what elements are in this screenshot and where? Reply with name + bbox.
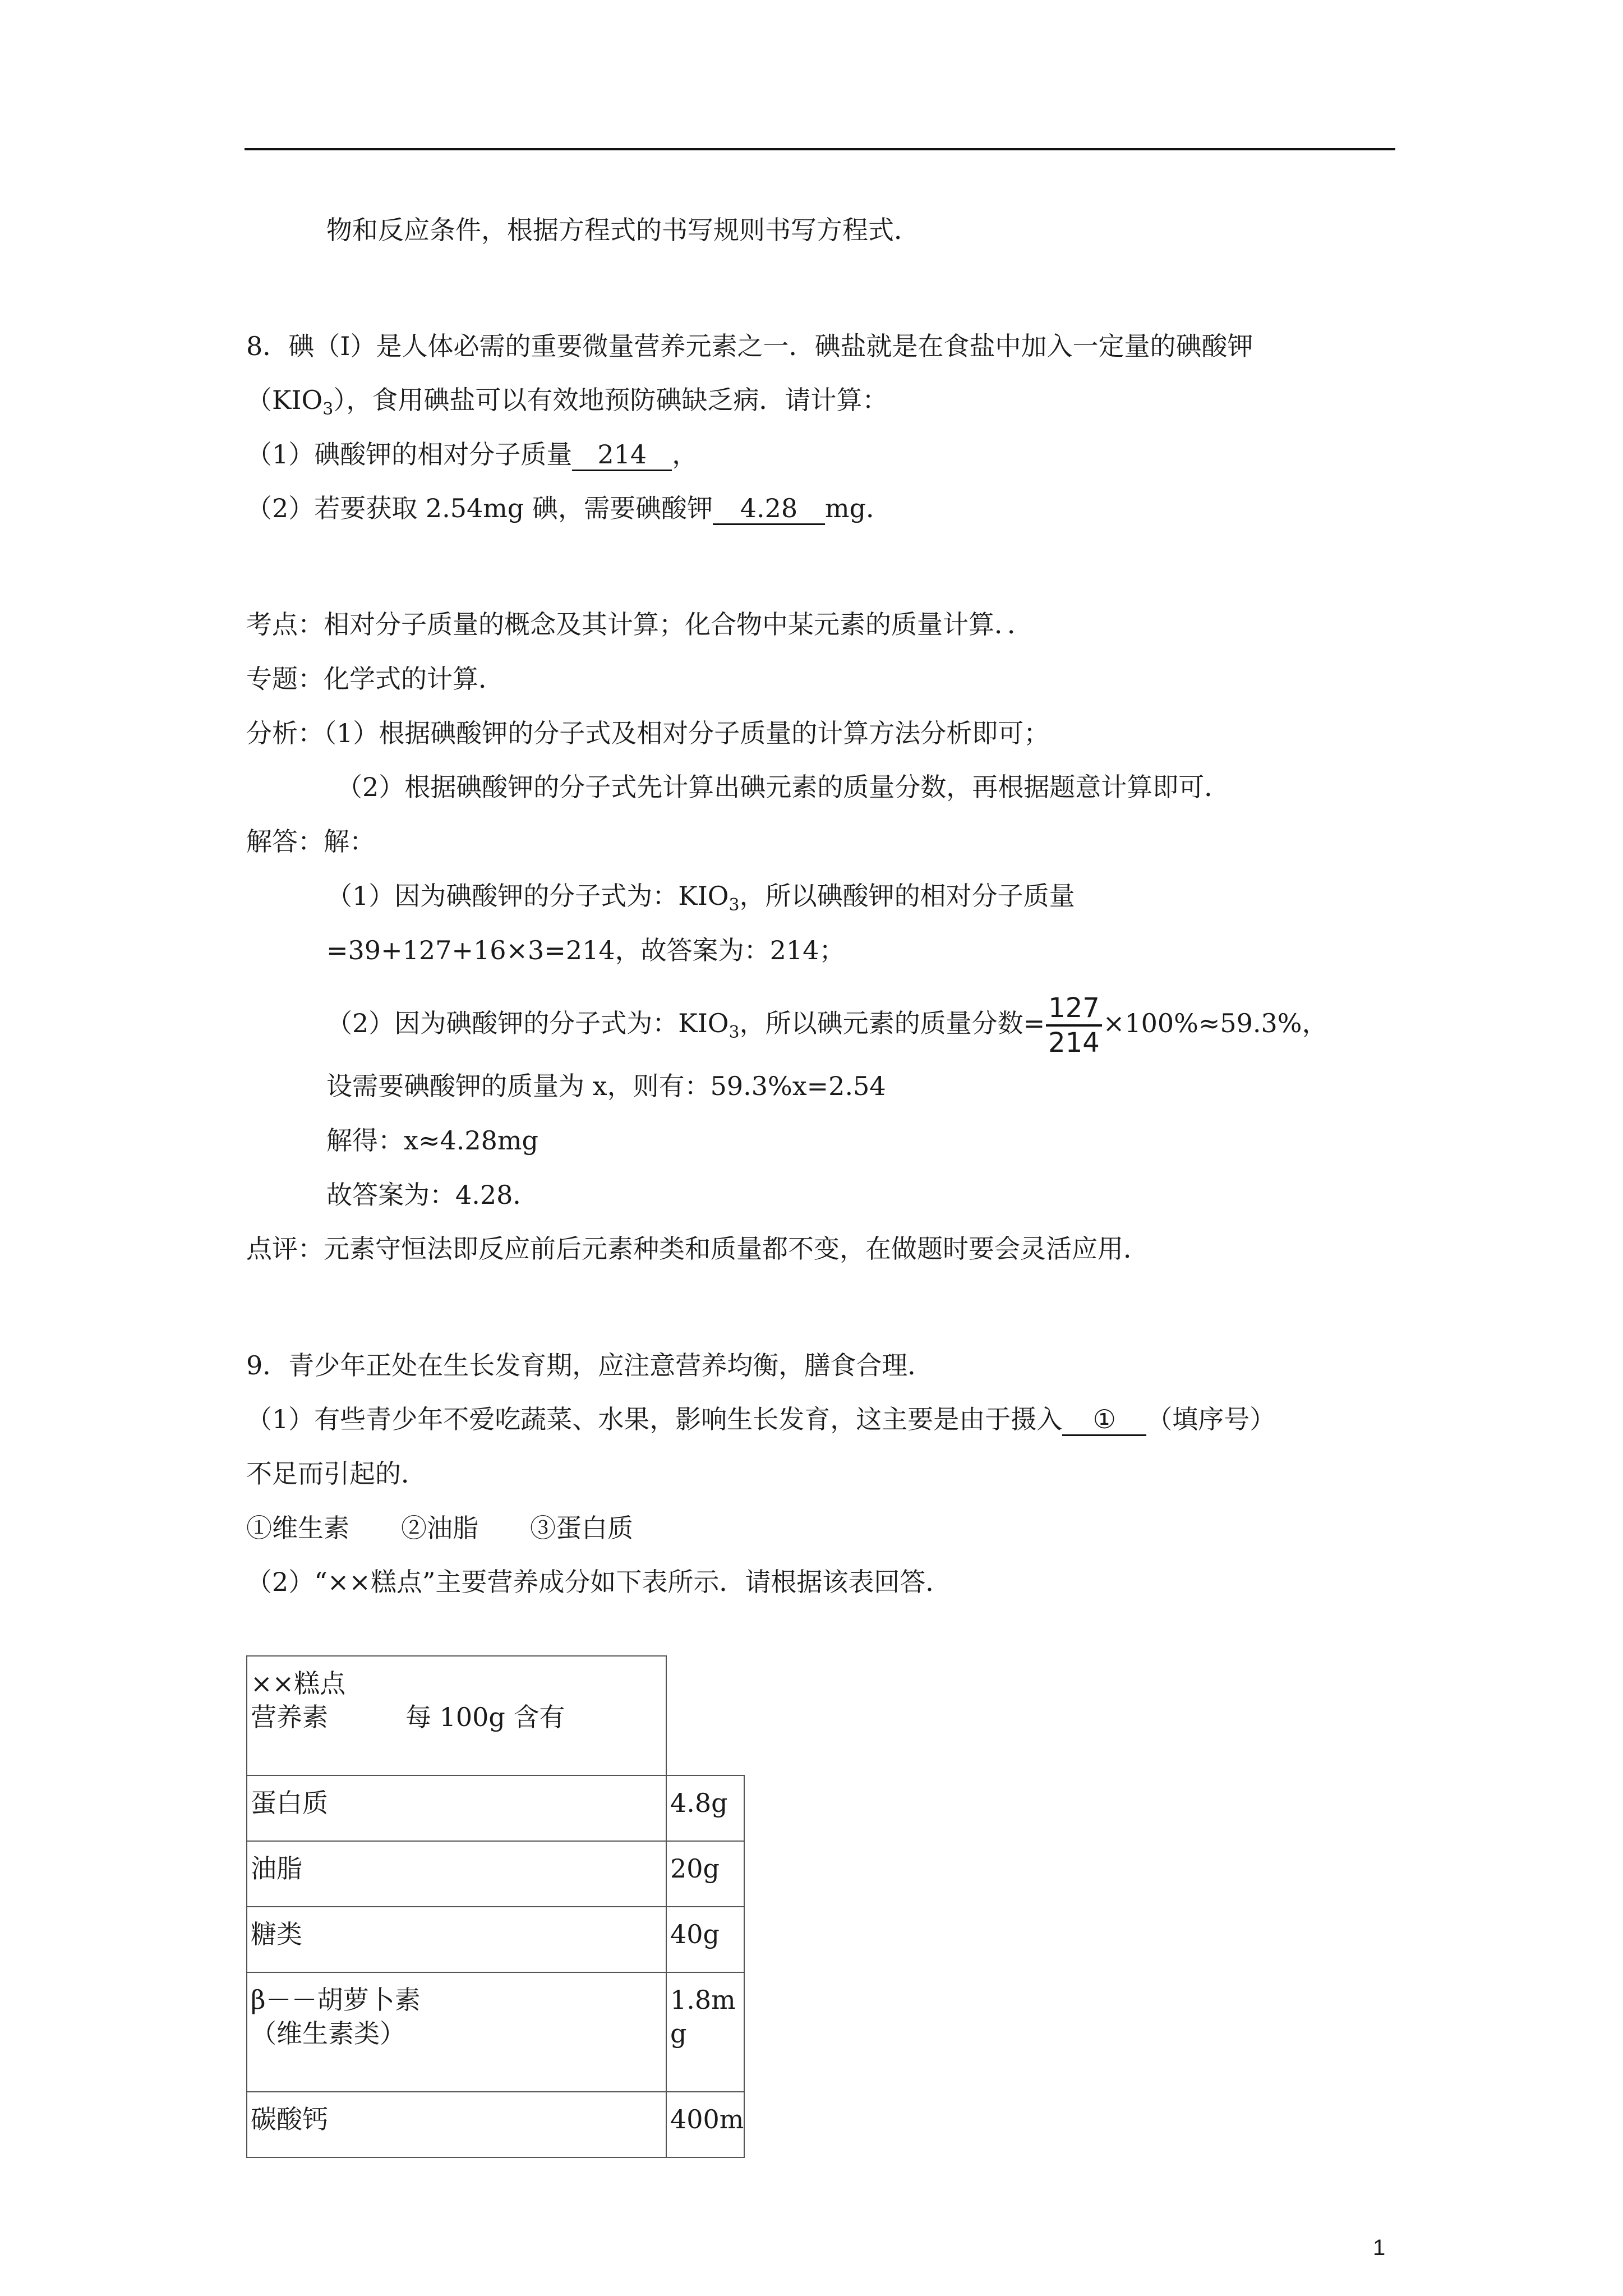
q8-fenxi-2: （2）根据碘酸钾的分子式先计算出碘元素的质量分数，再根据题意计算即可． (336, 772, 1230, 802)
fraction: $\frac{127}{214}$ (1046, 992, 1102, 1059)
continuation-line: 物和反应条件，根据方程式的书写规则书写方程式． (326, 215, 920, 245)
nutrient-name: 油脂 (247, 1841, 666, 1907)
table-row (247, 1775, 744, 1841)
q8-jieda: 解答：解： (246, 826, 375, 857)
q8-answer-2: 4.28 (713, 493, 825, 525)
table-header-cell: ××糕点 营养素 每 100g 含有 (247, 1656, 666, 1775)
q8-solution-4: 解得：x≈4.28mg (326, 1125, 538, 1156)
nutrient-name: 蛋白质 (247, 1775, 666, 1841)
header-rule (245, 148, 1395, 150)
nutrient-value: 40g (666, 1907, 744, 1972)
nutrient-value: 1.8m g (666, 1972, 744, 2092)
q8-stem-line-1: 8．碘（I）是人体必需的重要微量营养元素之一．碘盐就是在食盐中加入一定量的碘酸钾 (246, 331, 1253, 361)
q8-zhuanti: 专题：化学式的计算． (246, 664, 504, 694)
q8-stem-line-2: $(KIO_3)$，食用碘盐可以有效地预防碘缺乏病．请计算： (246, 385, 888, 419)
nutrient-value: 400m (666, 2092, 744, 2157)
q8-solution-5: 故答案为：4.28． (326, 1180, 539, 1210)
q9-part-1: （1）有些青少年不爱吃蔬菜、水果，影响生长发育，这主要是由于摄入 ① （填序号） (246, 1402, 1275, 1436)
table-row (247, 1907, 744, 1972)
nutrient-name: β－－胡萝卜素 （维生素类） (247, 1972, 666, 2092)
table-row (247, 1972, 744, 2092)
table-header-row (247, 1656, 744, 1775)
table-header-blank (666, 1656, 744, 1775)
table-row (247, 1841, 744, 1907)
q8-part-2: （2）若要获取 2.54mg 碘，需要碘酸钾 4.28 mg． (246, 491, 892, 525)
q8-dianping: 点评：元素守恒法即反应前后元素种类和质量都不变，在做题时要会灵活应用． (246, 1234, 1149, 1264)
q8-solution-3: 设需要碘酸钾的质量为 x，则有：59.3%x=2.54 (326, 1071, 886, 1101)
q8-part-1: （1）碘酸钾的相对分子质量 214 ， (246, 438, 698, 471)
nutrient-value: 4.8g (666, 1775, 744, 1841)
q8-kaodian: 考点：相对分子质量的概念及其计算；化合物中某元素的质量计算．． (246, 609, 1033, 639)
nutrient-name: 碳酸钙 (247, 2092, 666, 2157)
q8-fenxi-1: 分析：（1）根据碘酸钾的分子式及相对分子质量的计算方法分析即可； (246, 718, 1050, 748)
nutrient-name: 糖类 (247, 1907, 666, 1972)
q8-solution-1b: =39+127+16×3=214，故答案为：214； (326, 935, 845, 965)
q9-part-2: （2）“××糕点”主要营养成分如下表所示．请根据该表回答． (246, 1567, 952, 1597)
q8-solution-1: （1）因为碘酸钾的分子式为：$KIO_3$，所以碘酸钾的相对分子质量 (326, 881, 1075, 915)
q9-stem: 9．青少年正处在生长发育期，应注意营养均衡，膳食合理． (246, 1350, 934, 1381)
q9-part-1-cont: 不足而引起的． (246, 1458, 427, 1489)
q8-solution-2: （2）因为碘酸钾的分子式为：$KIO_3$，所以碘元素的质量分数= $\frac{127}{214}$ ×100%≈59.3%， (326, 992, 1328, 1059)
q9-answer-1: ① (1062, 1404, 1146, 1436)
nutrient-value: 20g (666, 1841, 744, 1907)
nutrition-table (246, 1655, 745, 2158)
page-number: 1 (1373, 2235, 1386, 2260)
q8-answer-1: 214 (572, 439, 672, 471)
table-row (247, 2092, 744, 2157)
q9-options: ①维生素 ②油脂 ③蛋白质 (246, 1513, 633, 1543)
